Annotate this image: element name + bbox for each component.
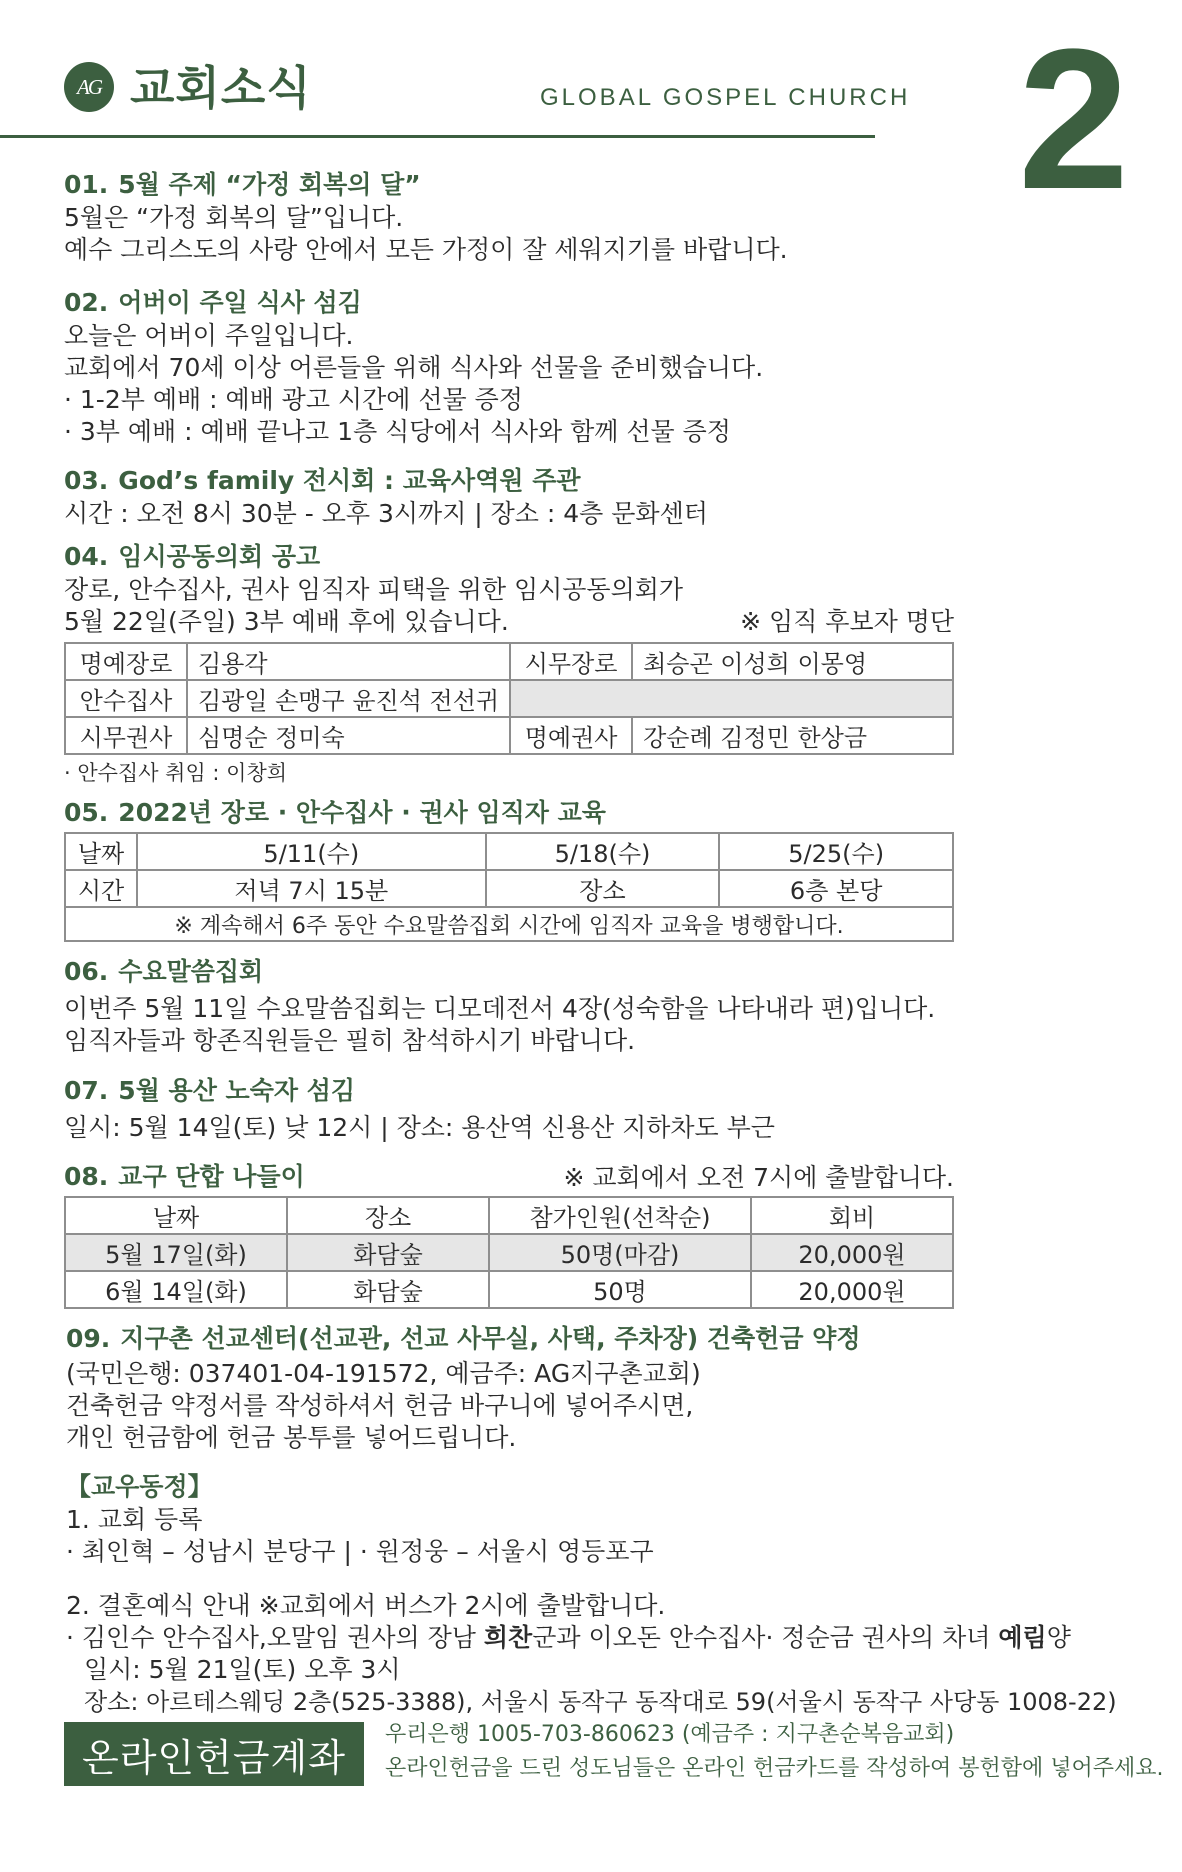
table-cell: 5/25(수) [719, 833, 953, 870]
section-title: 2022년 장로 · 안수집사 · 권사 임직자 교육 [118, 798, 606, 827]
body-line: 일시: 5월 14일(토) 낮 12시 | 장소: 용산역 신용산 지하차도 부근 [64, 1113, 775, 1142]
section-title: 5월 용산 노숙자 섬김 [118, 1076, 356, 1105]
table-note: ※ 계속해서 6주 동안 수요말씀집회 시간에 임직자 교육을 병행합니다. [65, 907, 953, 941]
church-logo: AG [64, 62, 114, 112]
table-header-row [65, 1197, 953, 1234]
section-07-heading [64, 1074, 1154, 1108]
section-number: 02. [64, 288, 109, 317]
candidates-note: ※ 임직 후보자 명단 [740, 607, 954, 636]
section-number: 01. [64, 170, 109, 199]
section-02 [64, 286, 1154, 448]
section-title: 수요말씀집회 [118, 957, 264, 986]
body-line: · 1-2부 예배 : 예배 광고 시간에 선물 증정 [64, 385, 523, 414]
table-cell: 김용각 [187, 643, 510, 680]
table-cell: 안수집사 [65, 680, 187, 717]
departure-note: ※ 교회에서 오전 7시에 출발합니다. [563, 1163, 954, 1192]
section-title: 교구 단합 나들이 [118, 1162, 305, 1191]
outing-table [64, 1196, 954, 1309]
body-line: · 3부 예배 : 예배 끝나고 1층 식당에서 식사와 함께 선물 증정 [64, 417, 731, 446]
table-row [65, 833, 953, 870]
section-number: 09. [66, 1324, 111, 1353]
table-cell: 20,000원 [751, 1271, 953, 1308]
wedding-text: 양 [1046, 1623, 1071, 1652]
section-title: God’s family 전시회 : 교육사역원 주관 [118, 466, 581, 495]
table-cell: 최승곤 이성희 이몽영 [632, 643, 953, 680]
table-row [65, 1234, 953, 1271]
table-cell: 심명순 정미숙 [187, 717, 510, 754]
table-header: 장소 [287, 1197, 489, 1234]
section-title: 지구촌 선교센터(선교관, 선교 사무실, 사택, 주차장) 건축헌금 약정 [120, 1324, 861, 1353]
body-line: 이번주 5월 11일 수요말씀집회는 디모데전서 4장(성숙함을 나타내라 편)입니다. [64, 994, 936, 1023]
body-line: 시간 : 오전 8시 30분 - 오후 3시까지 | 장소 : 4층 문화센터 [64, 499, 708, 528]
offering-notice: 온라인헌금을 드린 성도님들은 온라인 헌금카드를 작성하여 봉헌함에 넣어주세요. [385, 1756, 1164, 1781]
body-line: 임직자들과 항존직원들은 필히 참석하시기 바랍니다. [64, 1026, 636, 1055]
bride-name: 예림 [998, 1623, 1047, 1652]
table-cell: 화담숲 [287, 1271, 489, 1308]
section-01 [64, 168, 1154, 266]
section-number: 03. [64, 466, 109, 495]
table-cell: 5/11(수) [137, 833, 486, 870]
page-number: 2 [1018, 8, 1130, 231]
wedding-text: 군과 이오돈 안수집사· 정순금 권사의 차녀 [532, 1623, 999, 1652]
table-cell: 5/18(수) [486, 833, 720, 870]
section-06 [64, 955, 1154, 1057]
table-cell: 저녁 7시 15분 [137, 870, 486, 907]
table-cell: 6층 본당 [719, 870, 953, 907]
member-news-heading: 【교우동정】 [66, 1472, 213, 1501]
table-row [65, 907, 953, 941]
page-title: 교회소식 [130, 61, 312, 115]
header-divider [0, 135, 875, 138]
table-cell: 화담숲 [287, 1234, 489, 1271]
wedding-place: 장소: 아르테스웨딩 2층(525-3388), 서울시 동작구 동작대로 59(서울시 동작구 사당동 1008-22) [84, 1688, 1117, 1716]
education-table [64, 832, 954, 942]
table-row [65, 643, 953, 680]
section-number: 05. [64, 798, 109, 827]
body-text: 5월 22일(주일) 3부 예배 후에 있습니다. [64, 607, 509, 636]
body-line: (국민은행: 037401-04-191572, 예금주: AG지구촌교회) [66, 1359, 701, 1388]
body-line: 건축헌금 약정서를 작성하셔서 헌금 바구니에 넣어주시면, [66, 1391, 694, 1420]
table-cell: 김광일 손맹구 윤진석 전선귀 [187, 680, 510, 717]
registration-line: · 최인혁 – 성남시 분당구 | · 원정웅 – 서울시 영등포구 [66, 1537, 654, 1566]
wedding-date: 일시: 5월 21일(토) 오후 3시 [84, 1655, 401, 1684]
table-header: 회비 [751, 1197, 953, 1234]
table-cell: 명예장로 [65, 643, 187, 680]
section-01-heading [64, 168, 1154, 202]
section-06-heading [64, 955, 1154, 989]
section-07 [64, 1074, 1154, 1144]
table-row [65, 680, 953, 717]
table-cell: 장소 [486, 870, 720, 907]
wedding-line [66, 1622, 1156, 1654]
section-number: 04. [64, 542, 109, 571]
section-title: 5월 주제 “가정 회복의 달” [118, 170, 421, 199]
candidates-table [64, 642, 954, 755]
table-cell-empty [510, 680, 953, 717]
body-line: 오늘은 어버이 주일입니다. [64, 321, 354, 350]
section-04-heading [64, 540, 1154, 574]
registration-title: 1. 교회 등록 [66, 1505, 203, 1534]
section-05-heading [64, 796, 1154, 830]
spacer [66, 1568, 1156, 1590]
section-03 [64, 464, 1154, 530]
body-line [64, 606, 954, 638]
bank-account: 우리은행 1005-703-860623 (예금주 : 지구촌순복음교회) [385, 1722, 955, 1747]
section-08 [64, 1160, 1154, 1309]
table-cell: 시무장로 [510, 643, 632, 680]
section-title: 어버이 주일 식사 섬김 [118, 288, 362, 317]
section-03-heading [64, 464, 1154, 498]
section-number: 07. [64, 1076, 109, 1105]
table-row [65, 1271, 953, 1308]
member-news [66, 1470, 1156, 1718]
table-row [65, 717, 953, 754]
body-line: 개인 헌금함에 헌금 봉투를 넣어드립니다. [66, 1423, 517, 1452]
table-cell: 날짜 [65, 833, 137, 870]
table-cell: 50명(마감) [489, 1234, 751, 1271]
section-08-header-row [64, 1160, 954, 1194]
body-line: 5월은 “가정 회복의 달”입니다. [64, 203, 404, 232]
wedding-text: · 김인수 안수집사,오말임 권사의 장남 [66, 1623, 484, 1652]
wedding-title: 2. 결혼예식 안내 ※교회에서 버스가 2시에 출발합니다. [66, 1591, 666, 1620]
table-header: 참가인원(선착순) [489, 1197, 751, 1234]
table-cell: 시간 [65, 870, 137, 907]
section-02-heading [64, 286, 1154, 320]
table-cell: 강순례 김정민 한상금 [632, 717, 953, 754]
section-09-heading [66, 1322, 1156, 1356]
online-offering-label: 온라인헌금계좌 [64, 1722, 364, 1786]
church-name: GLOBAL GOSPEL CHURCH [540, 84, 911, 111]
section-09 [66, 1322, 1156, 1454]
body-line: 장로, 안수집사, 권사 임직자 피택을 위한 임시공동의회가 [64, 575, 684, 604]
body-line: 교회에서 70세 이상 어른들을 위해 식사와 선물을 준비했습니다. [64, 353, 764, 382]
table-cell: 명예권사 [510, 717, 632, 754]
section-number: 06. [64, 957, 109, 986]
section-05 [64, 796, 1154, 942]
table-row [65, 870, 953, 907]
table-cell: 시무권사 [65, 717, 187, 754]
section-title: 임시공동의회 공고 [118, 542, 321, 571]
groom-name: 희찬 [483, 1623, 533, 1652]
body-line: 예수 그리스도의 사랑 안에서 모든 가정이 잘 세워지기를 바랍니다. [64, 235, 788, 264]
table-cell: 20,000원 [751, 1234, 953, 1271]
table-cell: 6월 14일(화) [65, 1271, 287, 1308]
footnote: · 안수집사 취임 : 이창희 [64, 761, 288, 785]
table-header: 날짜 [65, 1197, 287, 1234]
section-04 [64, 540, 1154, 787]
online-offering-info [385, 1718, 1164, 1786]
table-cell: 5월 17일(화) [65, 1234, 287, 1271]
section-number: 08. [64, 1162, 109, 1191]
table-cell: 50명 [489, 1271, 751, 1308]
